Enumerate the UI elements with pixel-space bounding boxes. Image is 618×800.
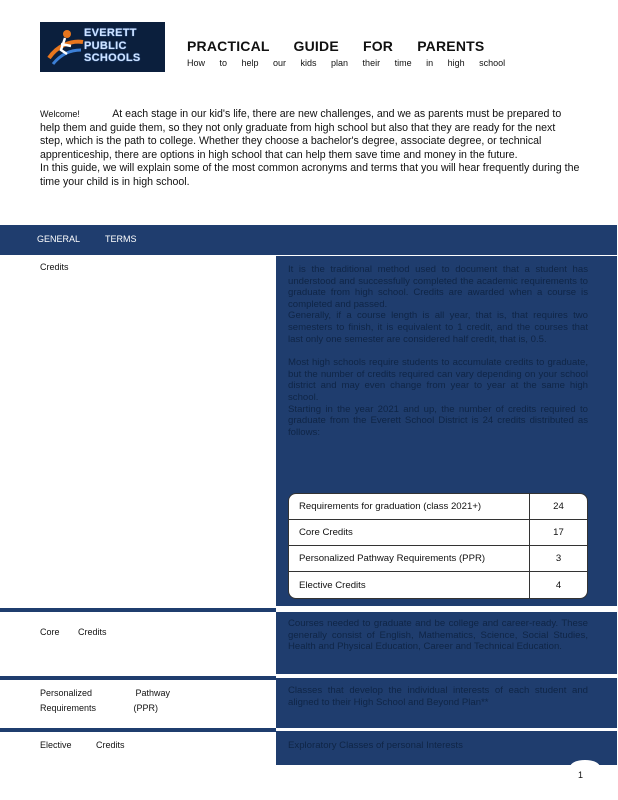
requirement-label: Personalized Pathway Requirements (PPR)	[289, 546, 529, 572]
requirement-label: Core Credits	[289, 520, 529, 546]
term-ppr-line-2	[40, 701, 170, 716]
intro-text	[40, 108, 580, 190]
term-elective-b: Credits	[96, 740, 125, 750]
term-elective-a: Elective	[40, 740, 72, 750]
runner-swirl-icon	[43, 24, 89, 70]
requirement-value: 3	[529, 546, 587, 572]
header-general: GENERAL	[37, 234, 81, 244]
intro-paragraph-2: In this guide, we will explain some of the most common acronyms and terms that you will hear frequently during the time your child is in high school.	[40, 162, 580, 188]
term-ppr-b: Pathway	[135, 688, 170, 698]
term-ppr-a: Personalized	[40, 688, 93, 698]
credits-desc-3: Most high schools require students to accumulate credits to graduate, but the number of credits required can vary depending on your school district and may even change from year to year at the same high school.	[288, 357, 588, 403]
table-row	[289, 546, 587, 572]
row-divider	[0, 728, 276, 732]
logo-line-2: PUBLIC	[84, 39, 127, 52]
term-ppr	[40, 686, 170, 716]
terms-table-header	[0, 225, 617, 255]
table-row	[289, 572, 587, 598]
graduation-requirements-table	[288, 493, 588, 599]
table-row	[289, 520, 587, 546]
core-description: Courses needed to graduate and be college and career-ready. These generally consist of English, Mathematics, Science, Social Studies, Health and Physical Education, Career and Technical Education.	[288, 618, 588, 653]
page-title: PRACTICAL GUIDE FOR PARENTS	[187, 38, 485, 54]
term-core-a: Core	[40, 627, 60, 637]
term-ppr-c: Requirements	[40, 703, 97, 713]
ppr-description: Classes that develop the individual interests of each student and aligned to their High School and Beyond Plan**	[288, 685, 588, 708]
term-credits: Credits	[40, 262, 69, 272]
everett-public-schools-logo	[40, 22, 165, 72]
row-divider	[0, 608, 276, 612]
intro-paragraph-1-text: At each stage in our kid's life, there are new challenges, and we as parents must be prepared to help them and guide them, so they not only graduate from high school but also that they are ready for the next step, which is the path to college. Whether they choose a bachelor's degree, associate degree, or technical apprenticeship, there are options in high school that can help them save time and money in the future.	[40, 108, 562, 161]
header-terms: TERMS	[105, 234, 137, 244]
term-ppr-d: (PPR)	[133, 703, 158, 713]
logo-line-3: SCHOOLS	[84, 52, 141, 64]
credits-desc-4: Starting in the year 2021 and up, the number of credits required to graduate from the Everett School District is 24 credits distributed as follows:	[288, 403, 588, 438]
term-elective-credits	[40, 740, 125, 750]
logo-wordmark	[84, 27, 164, 65]
table-row	[289, 494, 587, 520]
requirement-value: 4	[529, 572, 587, 598]
requirement-label: Requirements for graduation (class 2021+)	[289, 494, 529, 520]
logo-line-1: EVERETT	[84, 27, 137, 39]
row-divider	[0, 676, 276, 680]
page-number: 1	[578, 770, 584, 780]
term-ppr-line-1	[40, 686, 170, 701]
page-subtitle: How to help our kids plan their time in high school	[187, 58, 506, 68]
elective-description: Exploratory Classes of personal Interests	[288, 740, 463, 751]
requirement-label: Elective Credits	[299, 579, 366, 591]
welcome-label: Welcome!	[40, 109, 80, 119]
page-number-tab	[570, 760, 600, 774]
intro-paragraph-1	[40, 108, 580, 162]
credits-description	[288, 264, 588, 438]
requirement-value: 17	[529, 520, 587, 546]
term-core-b: Credits	[78, 627, 107, 637]
term-core-credits	[40, 627, 107, 637]
credits-desc-2: Generally, if a course length is all year, that is, that requires two semesters to finish, it is equivalent to 1 credit, and the courses that last only one semester are considered half credit, that is, 0.5.	[288, 310, 588, 345]
requirement-value: 24	[529, 494, 587, 520]
credits-desc-1: It is the traditional method used to document that a student has understood and successfully completed the academic requirements to graduate from high school. Credits are awarded when a course is completed and passed.	[288, 264, 588, 310]
